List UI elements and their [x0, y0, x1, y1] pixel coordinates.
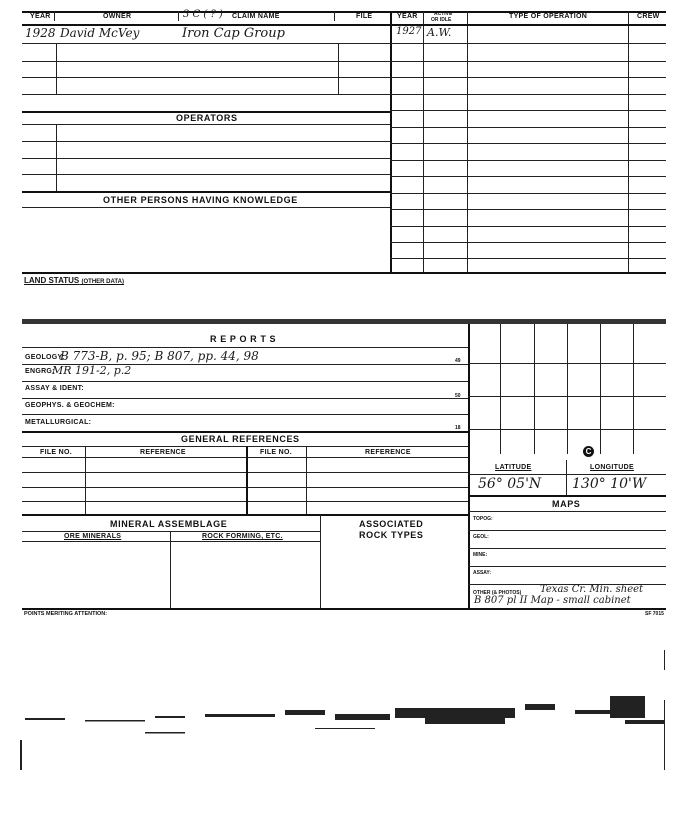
header-year-right: YEAR	[397, 13, 418, 20]
section-general-references: GENERAL REFERENCES	[181, 434, 300, 444]
maps-other-value-2: B 807 pl II Map - small cabinet	[474, 595, 631, 606]
operation-status: A.W.	[427, 26, 452, 39]
geophys-label: GEOPHYS. & GEOCHEM:	[25, 402, 115, 409]
header-active: ACTIVE	[434, 11, 453, 17]
maps-assay: ASSAY:	[473, 570, 492, 576]
form-number: SF 7015	[645, 611, 664, 617]
claim-prefix: 3 C ( ? )	[183, 9, 223, 20]
assay-num: 50	[455, 393, 461, 399]
header-or-idle: OR IDLE	[431, 17, 452, 23]
maps-geol: GEOL:	[473, 534, 489, 540]
metallurgical-label: METALLURGICAL:	[25, 419, 92, 426]
section-mineral-assemblage: MINERAL ASSEMBLAGE	[110, 519, 228, 529]
header-file: FILE	[356, 13, 373, 20]
maps-other-label: OTHER (& PHOTOS)	[473, 590, 522, 596]
geology-label: GEOLOGY:	[25, 354, 65, 361]
header-year: YEAR	[30, 13, 51, 20]
land-status-label: LAND STATUS	[24, 276, 80, 285]
associated-rock-types-1: ASSOCIATED	[359, 519, 424, 529]
associated-rock-types-2: ROCK TYPES	[359, 530, 424, 540]
longitude-value: 130° 10'W	[572, 476, 647, 492]
latitude-value: 56° 05'N	[478, 476, 542, 492]
points-meriting-attention: POINTS MERITING ATTENTION:	[24, 611, 108, 617]
c-mark: C	[583, 446, 594, 457]
col-ore-minerals: ORE MINERALS	[64, 533, 122, 540]
col-file-no-1: FILE NO.	[40, 449, 72, 456]
geology-num: 49	[455, 358, 461, 364]
engrg-value: MR 191-2, p.2	[52, 364, 132, 377]
operation-year: 1927	[396, 26, 422, 37]
col-reference-1: REFERENCE	[140, 449, 186, 456]
owner-year: 1928	[25, 26, 56, 40]
header-owner: OWNER	[103, 13, 132, 20]
col-reference-2: REFERENCE	[365, 449, 411, 456]
assay-label: ASSAY & IDENT:	[25, 385, 85, 392]
section-maps: MAPS	[552, 499, 581, 509]
maps-mine: MINE:	[473, 552, 488, 558]
claim-name-value: Iron Cap Group	[182, 26, 285, 41]
col-file-no-2: FILE NO.	[260, 449, 292, 456]
col-rock-forming: ROCK FORMING, ETC.	[202, 533, 283, 540]
geology-value: B 773-B, p. 95; B 807, pp. 44, 98	[60, 349, 259, 363]
maps-topog: TOPOG:	[473, 516, 493, 522]
section-other-persons: OTHER PERSONS HAVING KNOWLEDGE	[103, 195, 298, 205]
maps-other-value-1: Texas Cr. Min. sheet	[540, 584, 644, 595]
metallurgical-num: 18	[455, 425, 461, 431]
engrg-label: ENGRG:	[25, 368, 55, 375]
land-status-heading	[24, 276, 124, 285]
longitude-label: LONGITUDE	[590, 464, 634, 471]
section-operators: OPERATORS	[176, 113, 238, 123]
header-crew: CREW	[637, 13, 660, 20]
header-type-of-operation: TYPE OF OPERATION	[509, 13, 588, 20]
owner-name: David McVey	[60, 26, 140, 40]
header-claim-name: CLAIM NAME	[232, 13, 280, 20]
section-reports: R E P O R T S	[210, 334, 277, 344]
latitude-label: LATITUDE	[495, 464, 532, 471]
land-status-sub: (OTHER DATA)	[81, 279, 124, 285]
scan-noise	[15, 690, 670, 780]
